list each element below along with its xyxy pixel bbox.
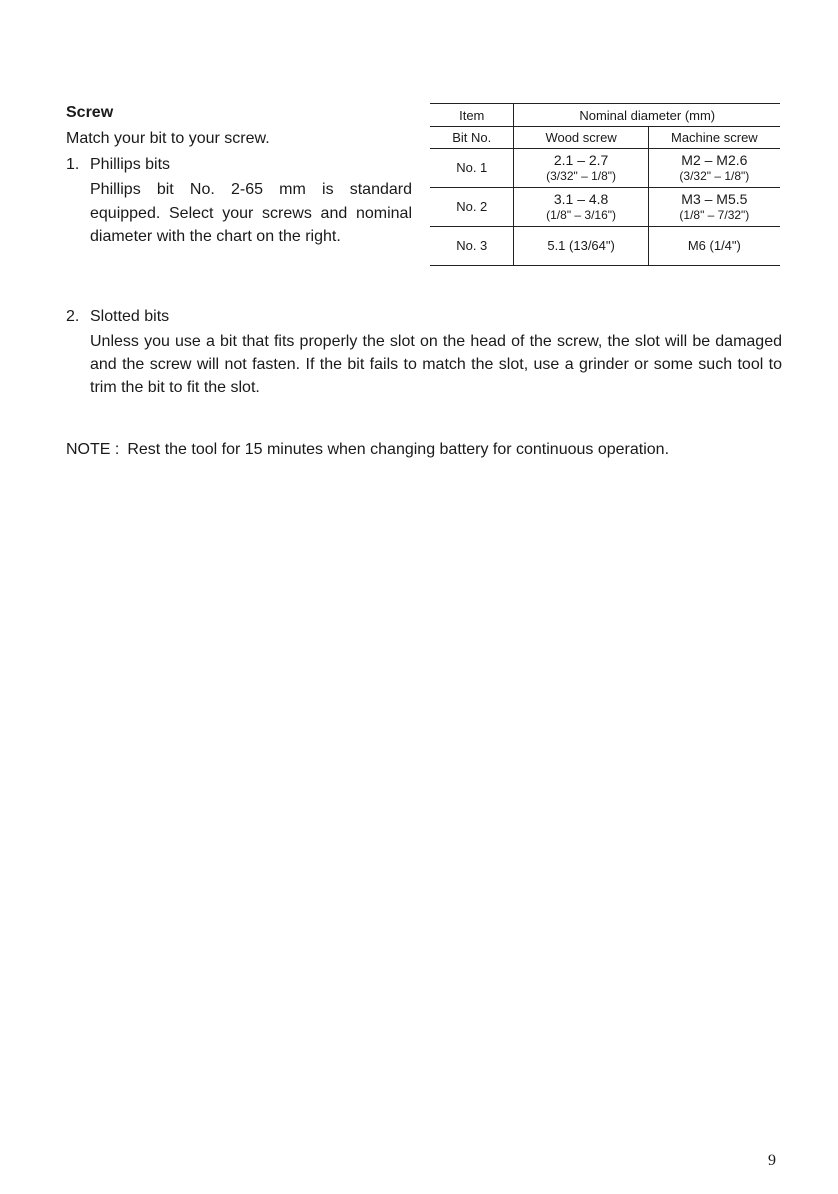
wood-mm: 5.1 (13/64") bbox=[547, 238, 615, 253]
note-label: NOTE : bbox=[66, 441, 120, 458]
header-nominal: Nominal diameter (mm) bbox=[514, 104, 780, 127]
cell-wood bbox=[514, 227, 648, 266]
machine-inch: (1/8" – 7/32") bbox=[679, 208, 750, 222]
table-header-row bbox=[430, 104, 780, 127]
cell-machine bbox=[648, 227, 780, 266]
slotted-title-text: Slotted bits bbox=[90, 308, 170, 325]
note-text: Rest the tool for 15 minutes when changing battery for continuous operation. bbox=[127, 441, 670, 458]
machine-mm: M3 – M5.5 bbox=[681, 191, 748, 207]
bit-size-table bbox=[430, 103, 780, 266]
cell-machine bbox=[648, 188, 780, 227]
slotted-title bbox=[66, 308, 169, 326]
wood-mm: 3.1 – 4.8 bbox=[553, 191, 609, 207]
cell-bit: No. 1 bbox=[430, 149, 514, 188]
table-row bbox=[430, 149, 780, 188]
phillips-body: Phillips bit No. 2-65 mm is standard equipped. Select your screws and nominal diameter with the chart on the right. bbox=[90, 181, 412, 245]
header-bitno: Bit No. bbox=[430, 127, 514, 149]
machine-inch: (3/32" – 1/8") bbox=[679, 169, 750, 183]
cell-wood bbox=[514, 149, 648, 188]
note bbox=[66, 441, 669, 459]
cell-bit: No. 3 bbox=[430, 227, 514, 266]
section-heading: Screw bbox=[66, 104, 114, 121]
phillips-title-text: Phillips bits bbox=[90, 156, 171, 173]
table-subheader-row bbox=[430, 127, 780, 149]
slotted-body: Unless you use a bit that fits properly the slot on the head of the screw, the slot will be damaged and the screw will not fasten. If the bit fails to match the slot, use a grinder or some such tool to trim the bit to fit the slot. bbox=[90, 333, 782, 396]
slotted-number: 2. bbox=[66, 308, 80, 325]
cell-wood bbox=[514, 188, 648, 227]
cell-machine bbox=[648, 149, 780, 188]
cell-bit: No. 2 bbox=[430, 188, 514, 227]
header-wood: Wood screw bbox=[514, 127, 648, 149]
wood-inch: (1/8" – 3/16") bbox=[546, 208, 617, 222]
wood-mm: 2.1 – 2.7 bbox=[553, 152, 609, 168]
machine-mm: M6 (1/4") bbox=[687, 238, 741, 253]
phillips-title bbox=[66, 156, 170, 174]
table-row bbox=[430, 188, 780, 227]
wood-inch: (3/32" – 1/8") bbox=[546, 169, 617, 183]
header-item: Item bbox=[430, 104, 514, 127]
table-row bbox=[430, 227, 780, 266]
page-number: 9 bbox=[768, 1152, 776, 1169]
header-machine: Machine screw bbox=[648, 127, 780, 149]
section-intro: Match your bit to your screw. bbox=[66, 130, 270, 147]
machine-mm: M2 – M2.6 bbox=[681, 152, 748, 168]
phillips-number: 1. bbox=[66, 156, 80, 173]
